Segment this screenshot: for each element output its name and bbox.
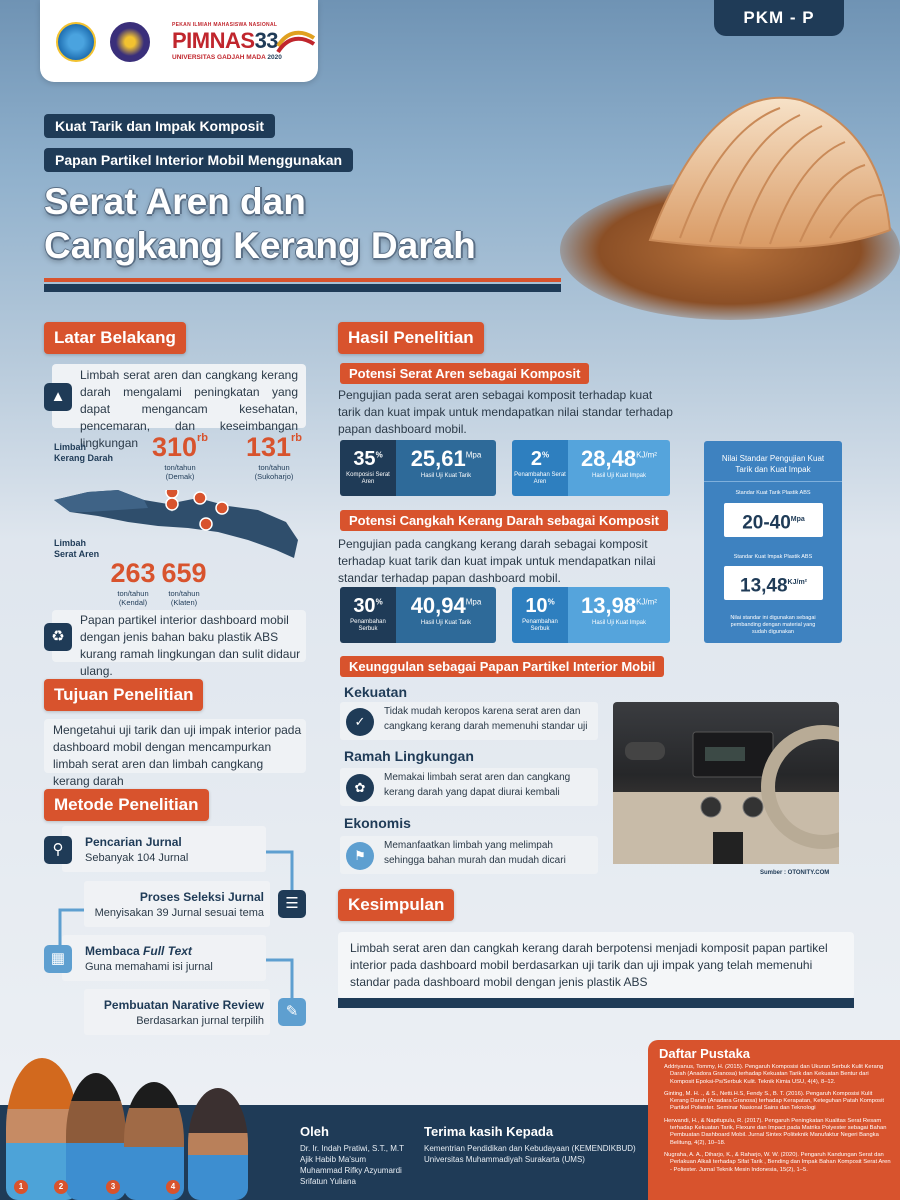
stat-box-aren-impak: 2% Penambahan Serat Aren $28,48^{KJ/m^2}$ Hasil Uji Kuat Impak [512,440,670,496]
pimnas-subtitle: UNIVERSITAS GADJAH MADA 2020 [172,54,282,61]
step-4-desc: Berdasarkan jurnal terpilih [136,1015,264,1027]
stat-kendal: 263 ton/tahun (Kendal) [110,558,156,607]
title-rule-navy [44,284,561,292]
hasil-text-2: Pengujian pada cangkang kerang darah sebagai komposit terhadap kuat tarik dan kuat impak untuk mendapatkan nilai standar terhadap papan dashboard mobil. [338,537,656,585]
main-title [44,180,476,268]
step-2 [84,881,270,927]
main-title-line-1: Serat Aren dan [44,181,306,222]
adv-text-ramah: Memakai limbah serat aren dan cangkang kerang darah yang dapat diurai kembali [384,772,571,798]
document-edit-icon: ✎ [278,998,306,1026]
hasil-sub-2: Potensi Cangkah Kerang Darah sebagai Komposit [340,510,668,531]
author-1: Dr. Ir. Indah Pratiwi, S.T., M.T [300,1144,405,1153]
tujuan-heading: Tujuan Penelitian [44,679,203,711]
oleh-heading: Oleh [300,1124,329,1139]
standard-title: Nilai Standar Pengujian Kuat Tarik dan Kuat Impak [721,454,825,474]
thanks-heading: Terima kasih Kepada [424,1124,554,1139]
person-number-2: 2 [54,1180,68,1194]
standard-value-1: $20-40^{Mpa}$ [724,503,823,537]
shield-check-icon: ✓ [346,708,374,736]
title-tag-1: Kuat Tarik dan Impak Komposit [44,114,275,138]
person-number-1: 1 [14,1180,28,1194]
step-2-desc: Menyisakan 39 Jurnal sesuai tema [94,907,264,919]
search-icon: ⚲ [44,836,72,864]
thanks-2: Universitas Muhammadiyah Surakarta (UMS) [424,1155,585,1164]
car-interior-photo [613,702,839,864]
pustaka-item-4: Nugraha, A. A., Diharjo, K., & Raharjo, W. W. (2020). Pengaruh Kandungan Serat dan Perlakuan Alkali terhadap Sifat Tarik , Bending dan Impak Bahan Komposit Serat Aren - Poliester. Jurnal Teknik Mesin Indonesia, 15(2), 1–5. [664,1151,891,1173]
person-number-3: 3 [106,1180,120,1194]
factory-icon: ▲ [44,383,72,411]
authors-list [300,1143,404,1187]
hasil-sub-1: Potensi Serat Aren sebagai Komposit [340,363,589,384]
latar-text-1: Limbah serat aren dan cangkang kerang darah mengalami peningkatan yang dapat mengancam kesehatan, pencemaran, dan keseimbangan lingkungan [80,368,298,450]
step-4 [84,989,270,1035]
step-3-desc: Guna memahami isi jurnal [85,961,213,973]
thanks-1: Kementrian Pendidikan dan Kebudayaan (KEMENDIKBUD) [424,1144,636,1153]
pimnas-top-text: PEKAN ILMIAH MAHASISWA NASIONAL [172,22,278,28]
title-rule-orange [44,278,561,282]
keunggulan-heading: Keunggulan sebagai Papan Partikel Interior Mobil [340,656,664,677]
step-3-title: Membaca Full Text [85,944,192,958]
kesimpulan-rule [338,998,854,1008]
kesimpulan-text: Limbah serat aren dan cangkah kerang darah berpotensi menjadi komposit papan partikel interior pada dashboard mobil berdasarkan uji tarik dan uji impak yang telah memenuhi standar pada dashboard mobil dengan jenis plastik ABS [350,941,828,989]
stat-box-aren-tarik: 35% Komposisi Serat Aren $25,61^{Mpa}$ Hasil Uji Kuat Tarik [340,440,496,496]
plant-hand-icon: ✿ [346,774,374,802]
step-1-desc: Sebanyak 104 Jurnal [85,852,189,864]
pustaka-heading: Daftar Pustaka [659,1046,751,1061]
label-kerang: Limbah Kerang Darah [54,442,114,463]
pustaka-item-1: Addriyanus, Tommy, H. (2015). Pengaruh Komposisi dan Ukuran Serbuk Kulit Kerang Darah (Anadora Granosa) terhadap Kekuatan Tarik dan Kekuatan Bentur dari Komposit Epoksi-Ps/Serbuk Kulit. Teknik Kimia USU, 4(4), 8–12. [664,1064,884,1085]
book-icon: ▦ [44,945,72,973]
standard-divider [704,481,842,482]
adv-title-ekonomis: Ekonomis [344,815,411,831]
logo-card [40,0,318,82]
standard-panel [704,441,842,643]
filter-icon: ☰ [278,890,306,918]
author-2: Ajik Habib Ma'sum [300,1155,366,1164]
person-number-4: 4 [166,1180,180,1194]
tujuan-text: Mengetahui uji tarik dan uji impak interior pada dashboard mobil dengan mencampurkan limbah serat aren dan limbah cangkang kerang darah [53,723,302,788]
standard-label-2: Standar Kuat Impak Plastik ABS [733,554,813,560]
author-4: Srifatun Yuliana [300,1177,356,1186]
standard-label-1: Standar Kuat Tarik Plastik ABS [735,490,811,496]
author-3: Muhammad Rifky Azyumardi [300,1166,402,1175]
pustaka-item-3: Herwandi, H., & Napitupulu, R. (2017). Pengaruh Peningkatan Kualitas Serat Resam terhadap Kekuatan Tarik, Flexure dan Impact pada Matriks Polyester sebagai Bahan Pembuatan Dashboard Mobil. Jurnal Sintex Politeknik Manufaktur Negeri Bangka Belitung, 4(2), 10–18. [664,1117,887,1146]
stat-box-kerang-impak: 10% Penambahan Serbuk $13,98^{KJ/m^2}$ Hasil Uji Kuat Impak [512,587,670,643]
stat-klaten: 659 ton/tahun (Klaten) [161,558,207,607]
step-4-title: Pembuatan Narative Review [103,998,264,1012]
standard-note: Nilai standar ini digunakan sebagai pembanding dengan material yang sudah digunakan [730,615,816,635]
pimnas-logo-text: PIMNAS33 [172,28,279,53]
metode-heading: Metode Penelitian [44,789,209,821]
step-1 [62,826,266,872]
shell-and-fiber-illustration [560,60,900,330]
step-1-title: Pencarian Jurnal [85,835,182,849]
stat-demak: $310^{rb}$ ton/tahun (Demak) [151,432,209,481]
pustaka-item-2: Ginting, M. H. ., & S., Netti.H.S, Fendy S., B. T. (2016). Pengaruh Komposisi Kulit Kerang Darah (Anadara Granosa) terhadap Kerapatan, Keteguhan Patah Komposit Partikel Poliester. Seminar Nasional Sains dan Teknologi [664,1090,884,1112]
pustaka-panel [648,1040,900,1200]
hasil-heading: Hasil Penelitian [338,322,484,354]
ums-logo [110,22,150,62]
latar-text-2: Papan partikel interior dashboard mobil dengan jenis bahan baku plastik ABS kurang ramah lingkungan dan sulit didaur ulang. [80,613,301,678]
price-tag-icon: ⚑ [346,842,374,870]
adv-title-ramah: Ramah Lingkungan [344,748,474,764]
map-pin-icons [160,490,240,540]
title-tag-2: Papan Partikel Interior Mobil Menggunakan [44,148,353,172]
tut-wuri-logo [56,22,96,62]
recycle-icon: ♻ [44,623,72,651]
team-member-4-photo [188,1088,248,1200]
pkm-badge: PKM - P [714,0,844,36]
latar-heading: Latar Belakang [44,322,186,354]
standard-value-2: $13,48^{KJ/m^2}$ [724,566,823,600]
kesimpulan-heading: Kesimpulan [338,889,454,921]
pimnas-wave-icon [276,26,316,54]
adv-title-kekuatan: Kekuatan [344,684,408,700]
hasil-text-1: Pengujian pada serat aren sebagai komposit terhadap kuat tarik dan kuat impak untuk mendapatkan nilai standar terhadap papan dashboard mobil. [338,388,673,436]
adv-text-kekuatan: Tidak mudah keropos karena serat aren dan cangkang kerang darah memenuhi standar uji [384,706,588,732]
photo-source: Sumber : OTONITY.COM [760,870,830,876]
step-2-title: Proses Seleksi Jurnal [139,890,264,904]
adv-text-ekonomis: Memanfaatkan limbah yang melimpah sehingga bahan murah dan mudah dicari [384,840,566,866]
label-aren: Limbah Serat Aren [54,538,100,559]
main-title-line-2: Cangkang Kerang Darah [44,225,476,266]
thanks-list [424,1143,636,1165]
stat-sukoharjo: $131^{rb}$ ton/tahun (Sukoharjo) [245,432,303,481]
step-3 [62,935,266,981]
stat-box-kerang-tarik: 30% Penambahan Serbuk $40,94^{Mpa}$ Hasil Uji Kuat Tarik [340,587,496,643]
